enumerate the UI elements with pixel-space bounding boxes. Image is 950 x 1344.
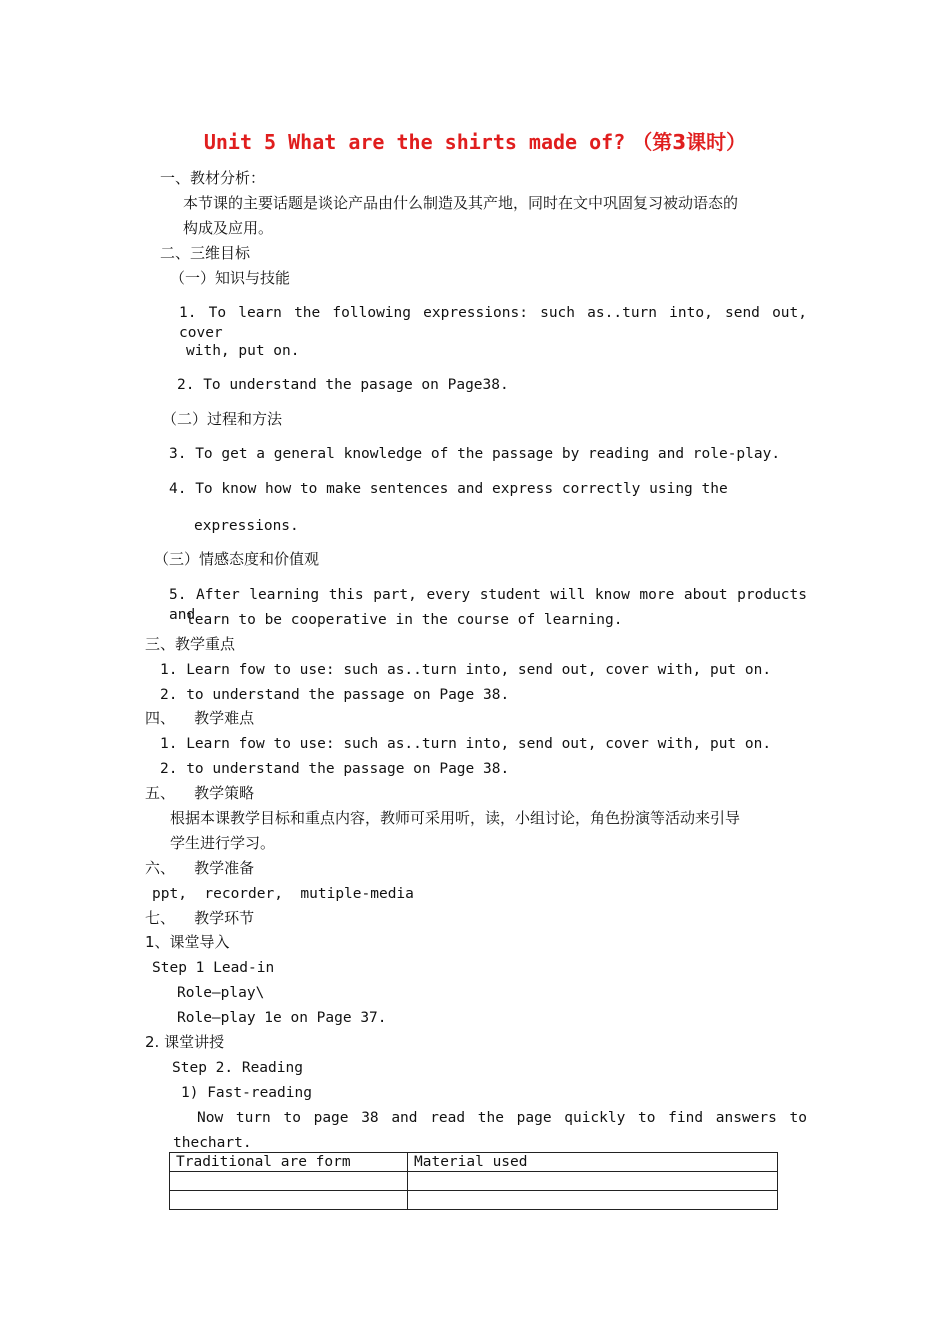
objective-5-line-1: 5. After learning this part, every student will know more about products and [169,587,807,623]
difficult-point-1: 1. Learn fow to use: such as..turn into, send out, cover with, put on. [160,736,772,752]
table-cell [408,1172,778,1191]
page-title [0,128,950,156]
table-header-cell: Traditional are form [170,1153,408,1172]
step-2-subtitle: 1) Fast-reading [181,1085,312,1101]
key-point-2: 2. to understand the passage on Page 38. [160,687,510,703]
objective-3: 3. To get a general knowledge of the passage by reading and role-play. [169,446,781,462]
section-1-heading: 一、教材分析： [160,169,266,187]
table-header-row [170,1153,778,1172]
difficult-point-2: 2. to understand the passage on Page 38. [160,761,510,777]
step-2-title: Step 2. Reading [172,1060,303,1076]
table-cell [170,1191,408,1210]
answer-chart-table [169,1152,778,1210]
section-4-heading: 四、 教学难点 [145,709,255,727]
step-1-title: Step 1 Lead-in [152,960,275,976]
section-1-body-line-1: 本节课的主要话题是谈论产品由什么制造及其产地，同时在文中巩固复习被动语态的 [183,194,739,212]
section-2-sub-1: （一）知识与技能 [170,269,291,287]
section-5-body-line-2: 学生进行学习。 [170,834,276,852]
step-1-line-2: Role—play 1e on Page 37. [177,1010,387,1026]
objective-1-line-2: with, put on. [186,343,300,359]
objective-2: 2. To understand the pasage on Page38. [177,377,509,393]
table-cell [170,1172,408,1191]
table-cell [408,1191,778,1210]
objective-5-line-2: learn to be cooperative in the course of learning. [186,612,623,628]
table-header-cell: Material used [408,1153,778,1172]
step-2-body-line-2: thechart. [173,1135,252,1151]
table-row [170,1172,778,1191]
section-1-body-line-2: 构成及应用。 [183,219,274,237]
section-3-heading: 三、教学重点 [145,635,236,653]
section-7-sub-2: 2. 课堂讲授 [145,1033,225,1051]
objective-4-line-2: expressions. [194,518,299,534]
objective-4-line-1: 4. To know how to make sentences and express correctly using the [169,481,728,497]
section-2-heading: 二、三维目标 [160,244,251,262]
section-5-heading: 五、 教学策略 [145,784,255,802]
title-english: Unit 5 What are the shirts made of? [203,130,626,154]
section-7-heading: 七、 教学环节 [145,909,255,927]
section-2-sub-2: （二）过程和方法 [162,410,283,428]
table-row [170,1191,778,1210]
section-5-body-line-1: 根据本课教学目标和重点内容，教师可采用听，读，小组讨论，角色扮演等活动来引导 [170,809,741,827]
title-lesson-number: （第3课时） [632,130,747,154]
step-1-line-1: Role—play\ [177,985,265,1001]
section-6-body: ppt, recorder, mutiple-media [152,886,414,902]
section-2-sub-3: （三）情感态度和价值观 [154,550,320,568]
objective-1-line-1: 1. To learn the following expressions: such as..turn into, send out, cover [179,305,807,341]
section-6-heading: 六、 教学准备 [145,859,255,877]
section-7-sub-1: 1、课堂导入 [145,933,230,951]
key-point-1: 1. Learn fow to use: such as..turn into, send out, cover with, put on. [160,662,772,678]
step-2-body-line-1: Now turn to page 38 and read the page quickly to find answers to [197,1110,807,1126]
